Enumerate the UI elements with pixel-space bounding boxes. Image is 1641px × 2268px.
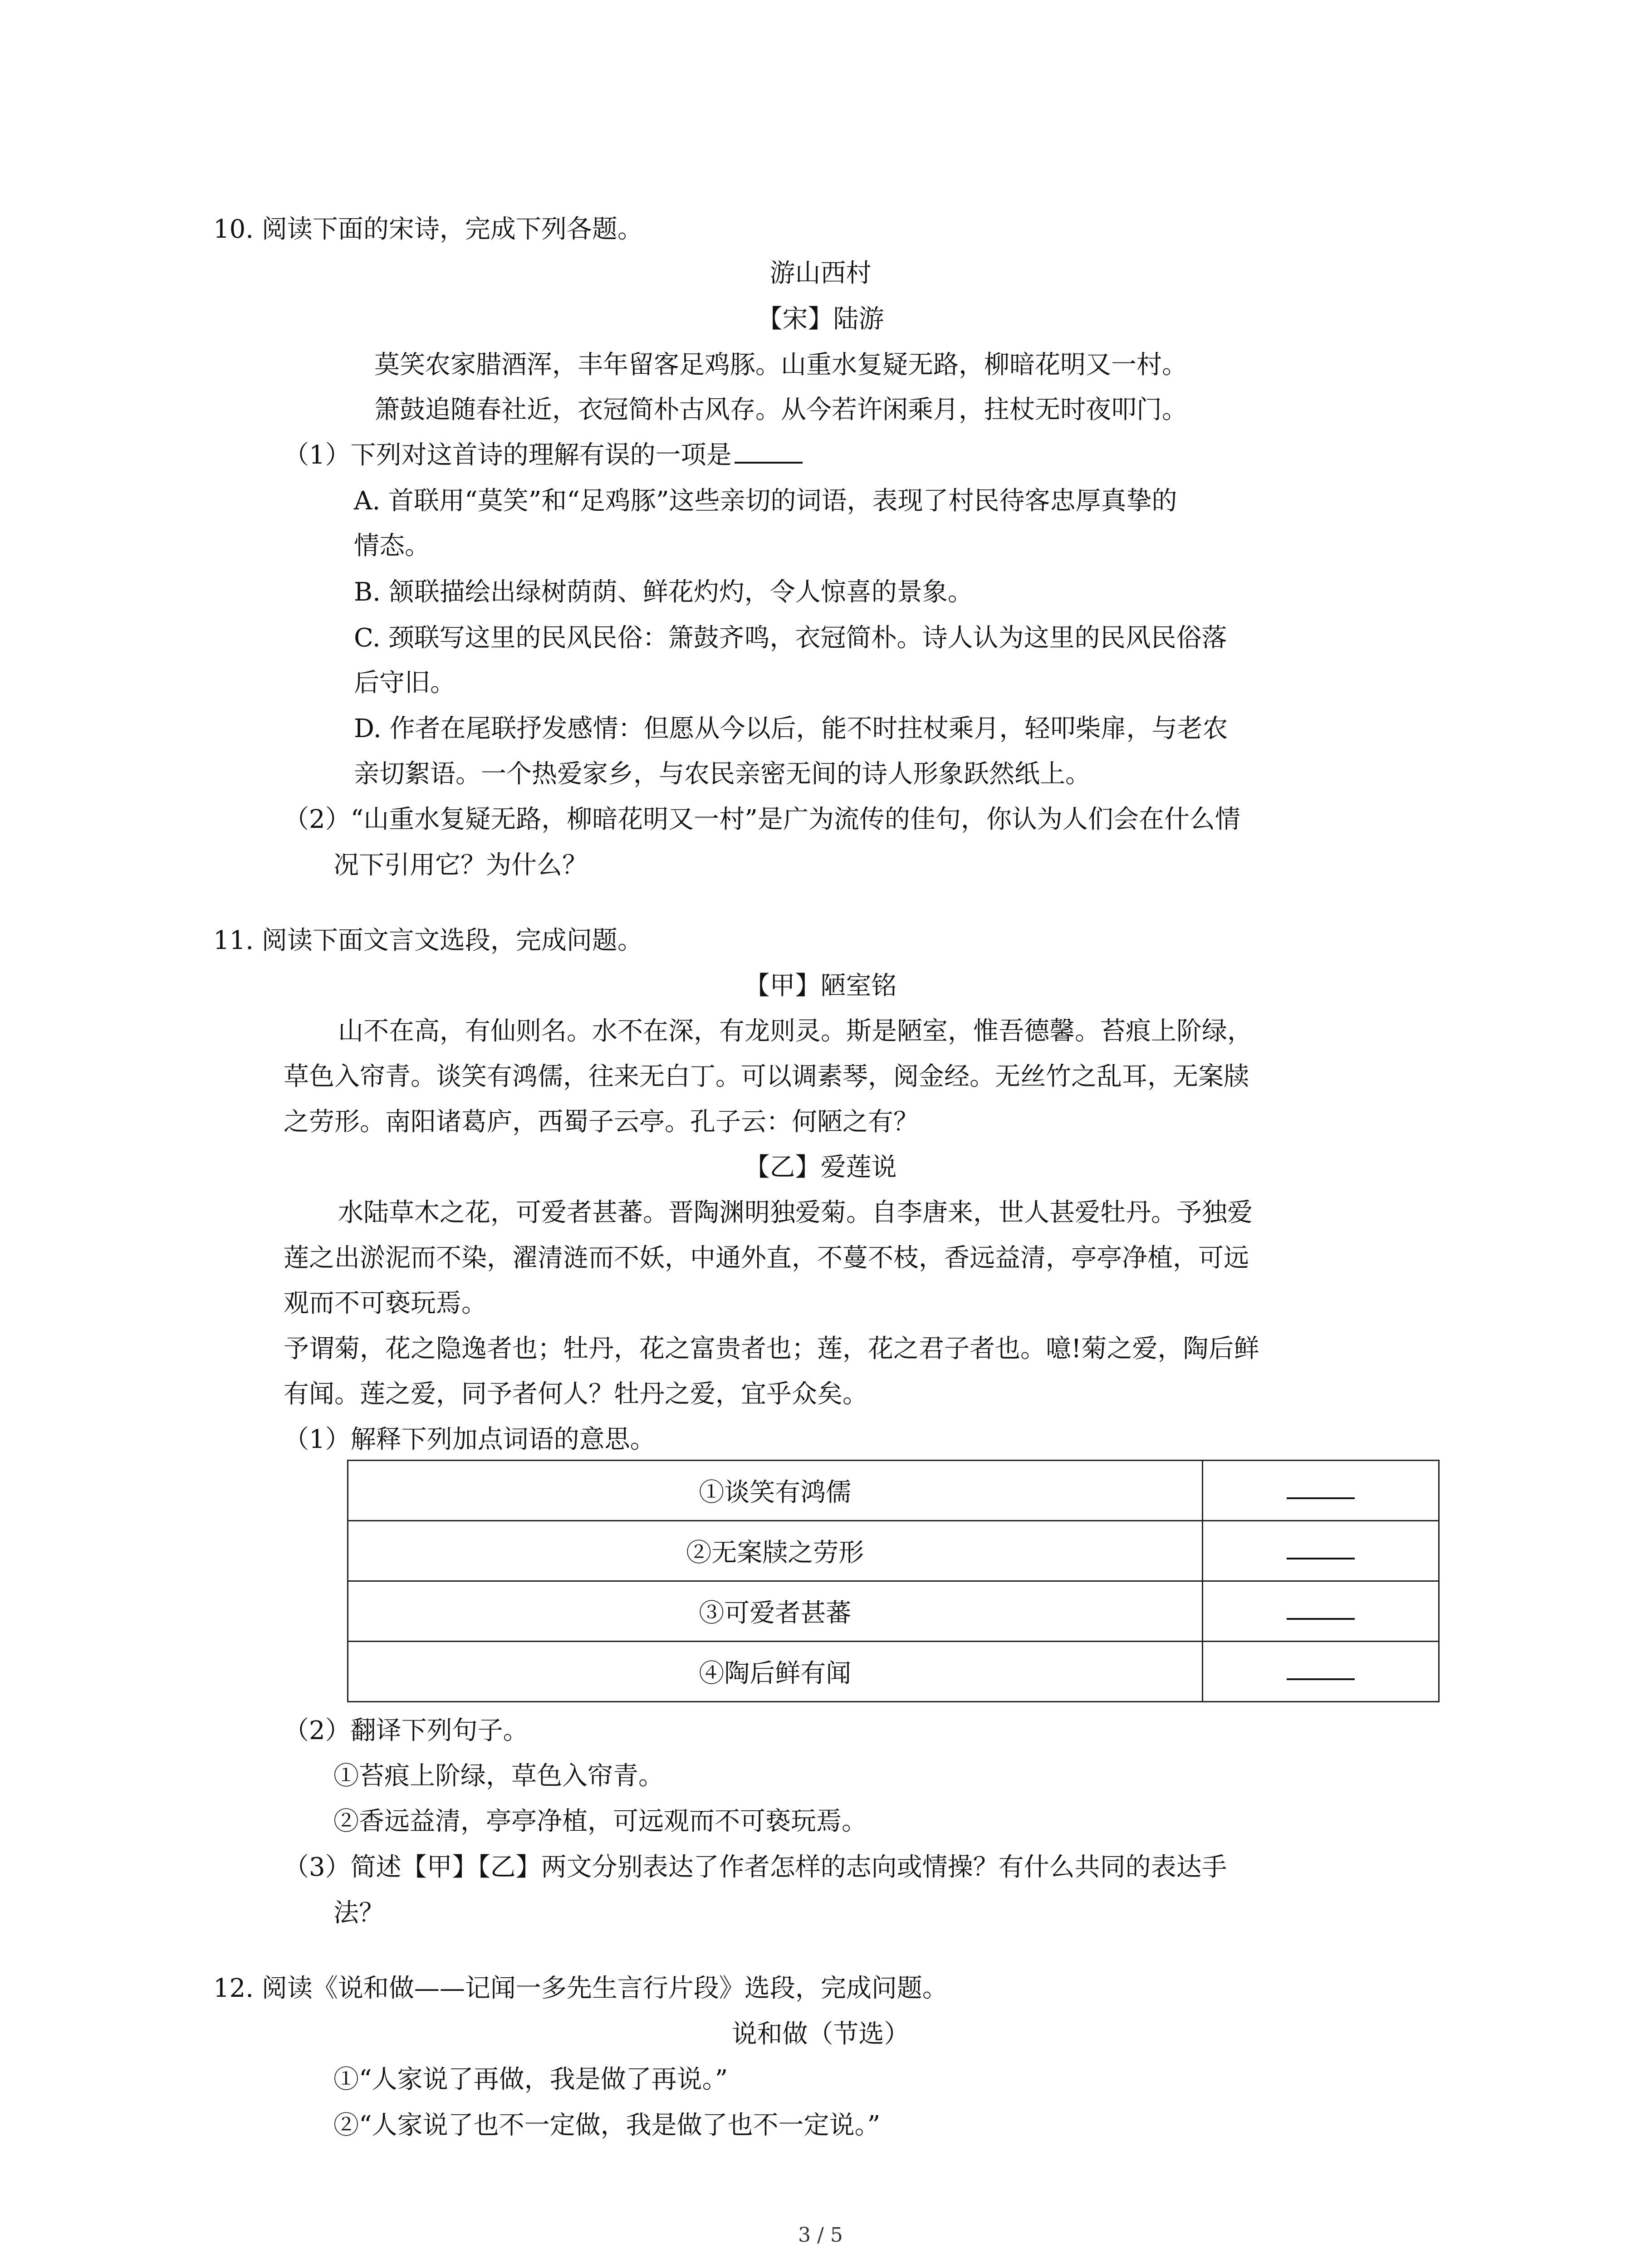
q11-sub2-a: ①苔痕上阶绿，草色入帘青。 (333, 1761, 664, 1791)
yi-title: 【乙】爱莲说 (744, 1153, 897, 1182)
vocab-item: ①谈笑有鸿儒 (348, 1461, 1203, 1521)
jia-title: 【甲】陋室铭 (744, 971, 897, 1001)
option-a-line1: A. 首联用“莫笑”和“足鸡豚”这些亲切的词语，表现了村民待客忠厚真挚的 (354, 486, 1177, 516)
q12-paragraph-1: ①“人家说了再做，我是做了再说。” (333, 2065, 728, 2094)
q12-title: 说和做（节选） (731, 2019, 910, 2049)
option-d-line1: D. 作者在尾联抒发感情：但愿从今以后，能不时拄杖乘月，轻叩柴扉，与老农 (354, 714, 1228, 743)
jia-line-3: 之劳形。南阳诸葛庐，西蜀子云亭。孔子云：何陋之有？ (284, 1107, 919, 1137)
q11-sub3-line1: （3）简述【甲】【乙】两文分别表达了作者怎样的志向或情操？有什么共同的表达手 (284, 1853, 1227, 1882)
answer-blank[interactable] (1287, 1660, 1355, 1680)
vocab-item: ④陶后鲜有闻 (348, 1642, 1203, 1702)
jia-line-1: 山不在高，有仙则名。水不在深，有龙则灵。斯是陋室，惟吾德馨。苔痕上阶绿， (338, 1017, 1253, 1046)
q11-sub2-b: ②香远益清，亭亭净植，可远观而不可亵玩焉。 (333, 1807, 867, 1836)
q10-sub1-text: （1）下列对这首诗的理解有误的一项是 (284, 440, 732, 470)
option-c-line1: C. 颈联写这里的民风民俗：箫鼓齐鸣，衣冠简朴。诗人认为这里的民风民俗落 (354, 623, 1227, 653)
answer-blank[interactable] (1287, 1540, 1355, 1559)
poem-title: 游山西村 (769, 259, 872, 288)
answer-blank[interactable] (1287, 1479, 1355, 1499)
q12-paragraph-2: ②“人家说了也不一定做，我是做了也不一定说。” (333, 2111, 881, 2140)
answer-blank[interactable] (735, 444, 803, 464)
vocab-answer-cell[interactable] (1202, 1521, 1439, 1581)
vocab-item: ②无案牍之劳形 (348, 1521, 1203, 1581)
yi-line-2: 莲之出淤泥而不染，濯清涟而不妖，中通外直，不蔓不枝，香远益清，亭亭净植，可远 (284, 1243, 1249, 1273)
jia-line-2: 草色入帘青。谈笑有鸿儒，往来无白丁。可以调素琴，阅金经。无丝竹之乱耳，无案牍 (284, 1062, 1249, 1091)
yi-line-5: 有闻。莲之爱，同予者何人？牡丹之爱，宜乎众矣。 (284, 1379, 868, 1409)
table-row (348, 1521, 1439, 1581)
option-b: B. 颔联描绘出绿树荫荫、鲜花灼灼，令人惊喜的景象。 (354, 577, 973, 607)
q10-sub2-line1: （2）“山重水复疑无路，柳暗花明又一村”是广为流传的佳句，你认为人们会在什么情 (284, 805, 1240, 834)
poem-line-1: 莫笑农家腊酒浑，丰年留客足鸡豚。山重水复疑无路，柳暗花明又一村。 (374, 350, 1187, 380)
yi-line-1: 水陆草木之花，可爱者甚蕃。晋陶渊明独爱菊。自李唐来，世人甚爱牡丹。予独爱 (338, 1198, 1253, 1227)
poem-author: 【宋】陆游 (757, 304, 884, 334)
q12-stem: 12. 阅读《说和做——记闻一多先生言行片段》选段，完成问题。 (213, 1974, 948, 2003)
q10-sub1 (284, 438, 803, 473)
q10-stem: 10. 阅读下面的宋诗，完成下列各题。 (213, 215, 643, 244)
yi-line-4: 予谓菊，花之隐逸者也；牡丹，花之富贵者也；莲，花之君子者也。噫!菊之爱，陶后鲜 (284, 1334, 1259, 1364)
option-d-line2: 亲切絮语。一个热爱家乡，与农民亲密无间的诗人形象跃然纸上。 (354, 759, 1091, 789)
page-number: 3 / 5 (798, 2224, 843, 2247)
vocab-table (347, 1460, 1440, 1702)
vocab-answer-cell[interactable] (1202, 1642, 1439, 1702)
vocab-item: ③可爱者甚蕃 (348, 1581, 1203, 1642)
q11-sub1: （1）解释下列加点词语的意思。 (284, 1425, 656, 1454)
table-row (348, 1642, 1439, 1702)
yi-line-3: 观而不可亵玩焉。 (284, 1289, 487, 1318)
option-c-line2: 后守旧。 (354, 668, 456, 698)
q10-sub2-line2: 况下引用它？为什么？ (333, 850, 588, 880)
q11-sub3-line2: 法？ (333, 1898, 384, 1928)
option-a-line2: 情态。 (354, 531, 430, 561)
table-row (348, 1461, 1439, 1521)
q11-sub2: （2）翻译下列句子。 (284, 1716, 529, 1745)
table-row (348, 1581, 1439, 1642)
answer-blank[interactable] (1287, 1600, 1355, 1620)
q11-stem: 11. 阅读下面文言文选段，完成问题。 (213, 926, 643, 955)
poem-line-2: 箫鼓追随春社近，衣冠简朴古风存。从今若许闲乘月，拄杖无时夜叩门。 (374, 395, 1187, 425)
vocab-answer-cell[interactable] (1202, 1581, 1439, 1642)
vocab-answer-cell[interactable] (1202, 1461, 1439, 1521)
